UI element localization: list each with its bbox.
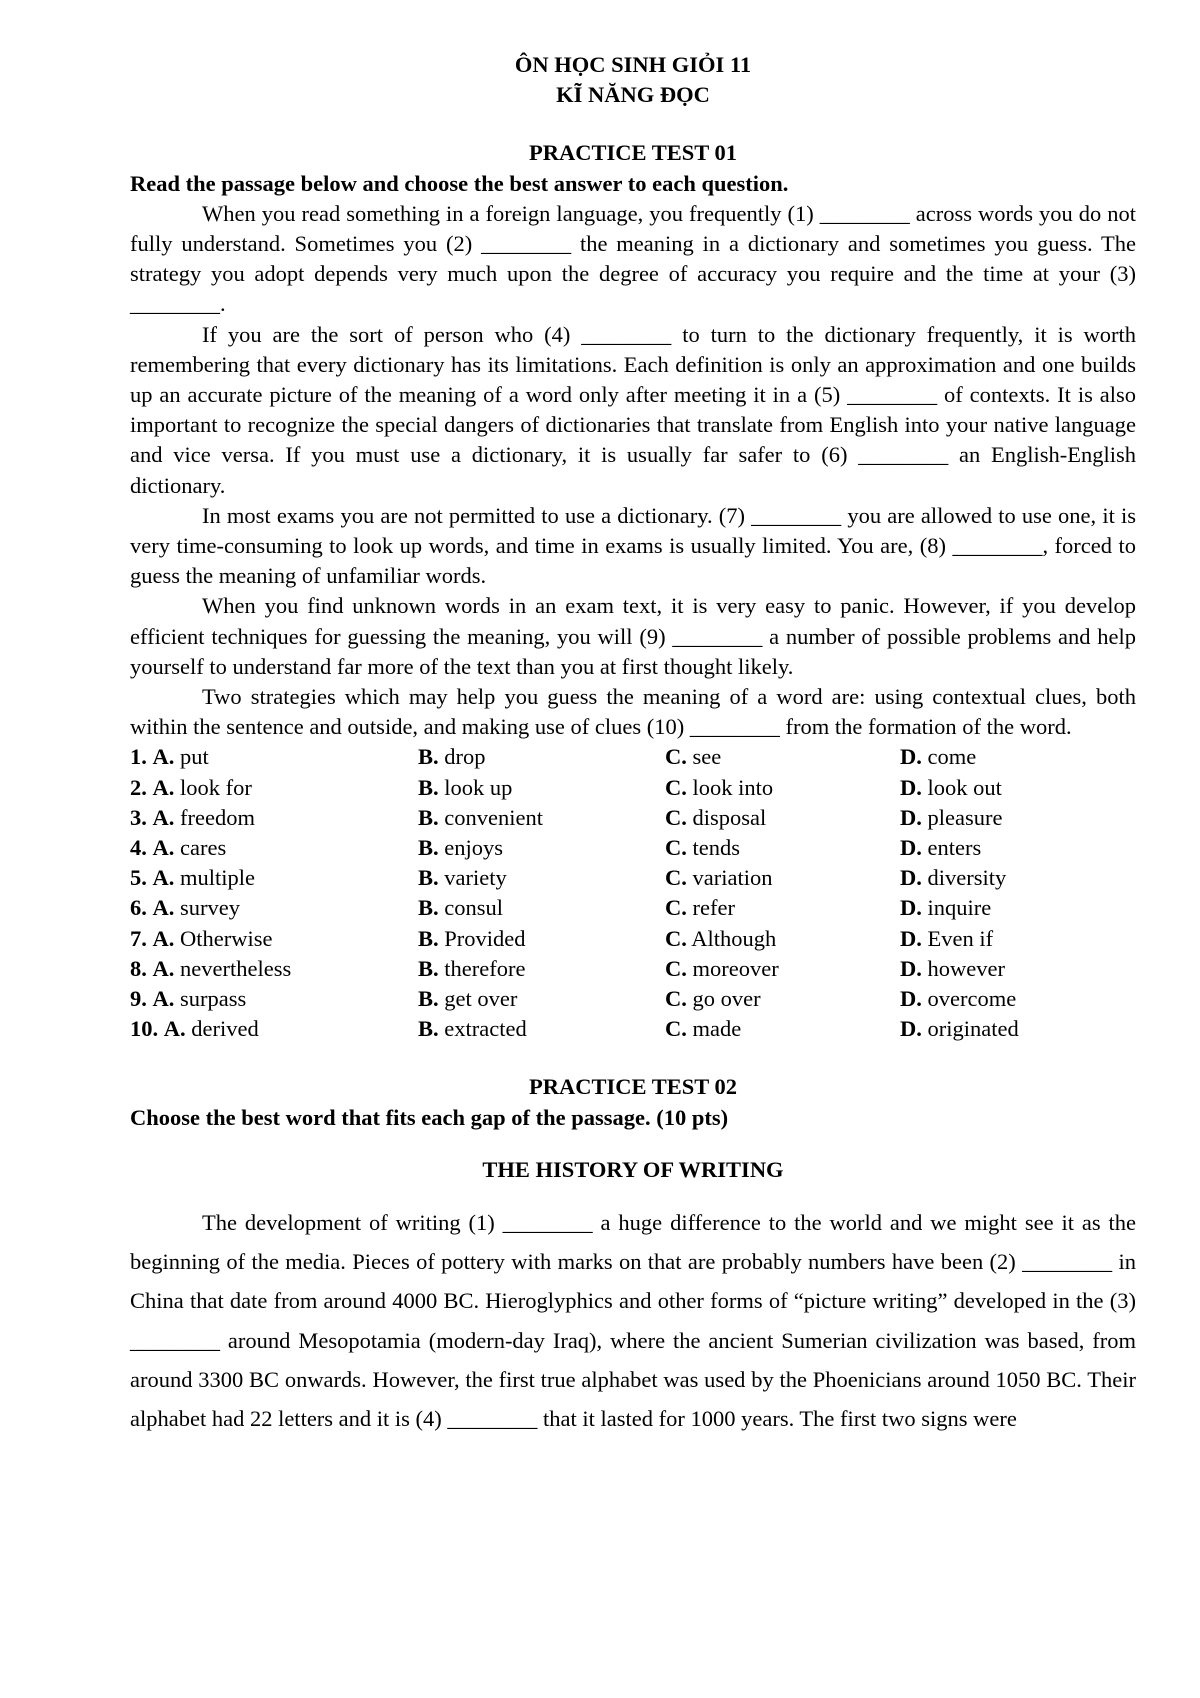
option-d (900, 984, 1136, 1014)
option-letter: C. (665, 895, 687, 921)
option-text: freedom (180, 804, 255, 830)
question-number: 8. (130, 955, 147, 981)
option-letter: A. (152, 804, 175, 830)
option-letter: B. (418, 955, 439, 981)
option-letter: D. (900, 744, 922, 770)
option-text: made (692, 1016, 742, 1042)
option-text: diversity (927, 865, 1007, 891)
test2-paragraph: The development of writing (1) ________ a huge difference to the world and we might see it as the beginning of the media. Pieces of pottery with marks on that are probably numbers have been (2) ________ in China that date from around 4000 BC. Hieroglyphics and other forms of “picture writing” developed in the (3) ________ around Mesopotamia (modern-day Iraq), where the ancient Sumerian civilization was based, from around 3300 BC onwards. However, the first true alphabet was used by the Phoenicians around 1050 BC. Their alphabet had 22 letters and it is (4) ________ that it lasted for 1000 years. The first two signs were (130, 1209, 1136, 1431)
option-text: extracted (444, 1016, 527, 1042)
question-number: 1. (130, 744, 147, 770)
test1-paragraph: If you are the sort of person who (4) ________ to turn to the dictionary frequently, it is worth remembering that every dictionary has its limitations. Each definition is only an approximation and one builds up an accurate picture of the meaning of a word only after meeting it in a (5) ________ of contexts. It is also important to recognize the special dangers of dictionaries that translate from English into your native language and vice versa. If you must use a dictionary, it is usually far safer to (6) ________ an English-English dictionary. (130, 321, 1136, 498)
option-b (418, 984, 665, 1014)
option-text: look for (180, 774, 252, 800)
option-letter: B. (418, 985, 439, 1011)
option-letter: D. (900, 925, 922, 951)
option-text: however (927, 955, 1005, 981)
option-letter: D. (900, 835, 922, 861)
option-text: see (692, 744, 722, 770)
option-text: refer (692, 895, 735, 921)
option-letter: C. (665, 835, 687, 861)
option-a (130, 863, 418, 893)
option-text: variation (692, 865, 773, 891)
option-text: variety (444, 865, 507, 891)
option-a (130, 742, 418, 772)
option-text: pleasure (927, 804, 1003, 830)
option-b (418, 803, 665, 833)
option-c (665, 984, 900, 1014)
option-letter: B. (418, 774, 439, 800)
test1-paragraph: Two strategies which may help you guess the meaning of a word are: using contextual clues, both within the sentence and outside, and making use of clues (10) ________ from the formation of the word. (130, 684, 1136, 740)
option-letter: A. (152, 955, 175, 981)
option-a (130, 1014, 418, 1044)
option-c (665, 833, 900, 863)
option-text: Otherwise (180, 925, 273, 951)
option-letter: D. (900, 774, 922, 800)
test2-title: PRACTICE TEST 02 (529, 1074, 737, 1100)
option-text: look out (927, 774, 1002, 800)
option-letter: B. (418, 925, 439, 951)
option-row (130, 742, 1136, 772)
option-letter: C. (665, 804, 687, 830)
option-b (418, 1014, 665, 1044)
option-letter: B. (418, 865, 439, 891)
option-text: surpass (180, 985, 247, 1011)
option-c (665, 742, 900, 772)
option-text: get over (444, 985, 518, 1011)
option-letter: C. (665, 985, 687, 1011)
option-a (130, 924, 418, 954)
option-letter: A. (152, 835, 175, 861)
option-letter: C. (665, 865, 687, 891)
option-text: therefore (444, 955, 526, 981)
option-text: disposal (692, 804, 767, 830)
option-a (130, 833, 418, 863)
option-c (665, 863, 900, 893)
doc-heading-line2: KĨ NĂNG ĐỌC (556, 82, 710, 108)
option-text: inquire (927, 895, 992, 921)
option-d (900, 863, 1136, 893)
option-row (130, 773, 1136, 803)
option-text: originated (927, 1016, 1019, 1042)
option-d (900, 924, 1136, 954)
option-text: enters (927, 835, 982, 861)
option-letter: C. (665, 955, 687, 981)
option-text: Although (691, 925, 777, 951)
option-text: overcome (927, 985, 1017, 1011)
option-letter: D. (900, 895, 922, 921)
question-number: 10. (130, 1016, 159, 1042)
option-b (418, 954, 665, 984)
option-text: enjoys (444, 835, 504, 861)
option-row (130, 924, 1136, 954)
option-c (665, 924, 900, 954)
option-letter: C. (665, 925, 687, 951)
test1-passage (130, 199, 1136, 743)
option-c (665, 1014, 900, 1044)
option-b (418, 742, 665, 772)
option-letter: A. (152, 985, 175, 1011)
option-row (130, 803, 1136, 833)
option-d (900, 954, 1136, 984)
option-letter: C. (665, 1016, 687, 1042)
option-text: look into (692, 774, 774, 800)
option-text: multiple (180, 865, 255, 891)
option-c (665, 773, 900, 803)
question-number: 4. (130, 835, 147, 861)
option-letter: A. (152, 895, 175, 921)
question-number: 6. (130, 895, 147, 921)
option-text: survey (180, 895, 240, 921)
option-text: come (927, 744, 977, 770)
option-b (418, 863, 665, 893)
answer-options-table (130, 742, 1136, 1044)
option-text: Even if (927, 925, 994, 951)
question-number: 9. (130, 985, 147, 1011)
option-c (665, 803, 900, 833)
option-b (418, 773, 665, 803)
option-letter: C. (665, 774, 687, 800)
option-letter: D. (900, 1016, 922, 1042)
option-text: put (180, 744, 209, 770)
test1-title: PRACTICE TEST 01 (529, 140, 737, 166)
option-letter: C. (665, 744, 687, 770)
option-b (418, 893, 665, 923)
test2-section (130, 1072, 1136, 1438)
option-d (900, 893, 1136, 923)
option-text: nevertheless (180, 955, 292, 981)
option-row (130, 893, 1136, 923)
question-number: 7. (130, 925, 147, 951)
option-d (900, 1014, 1136, 1044)
option-a (130, 954, 418, 984)
option-a (130, 803, 418, 833)
option-a (130, 773, 418, 803)
option-row (130, 863, 1136, 893)
option-d (900, 773, 1136, 803)
option-row (130, 984, 1136, 1014)
option-letter: A. (152, 744, 175, 770)
option-b (418, 924, 665, 954)
option-letter: A. (152, 774, 175, 800)
document-page (130, 50, 1136, 1438)
option-text: cares (180, 835, 227, 861)
option-c (665, 893, 900, 923)
option-d (900, 803, 1136, 833)
option-a (130, 984, 418, 1014)
option-a (130, 893, 418, 923)
option-letter: A. (152, 925, 175, 951)
option-letter: B. (418, 804, 439, 830)
test2-instruction: Choose the best word that fits each gap of the passage. (10 pts) (130, 1104, 729, 1130)
option-letter: A. (163, 1016, 186, 1042)
option-text: look up (444, 774, 513, 800)
option-text: moreover (692, 955, 779, 981)
test1-instruction: Read the passage below and choose the best answer to each question. (130, 170, 789, 196)
question-number: 3. (130, 804, 147, 830)
option-letter: D. (900, 865, 922, 891)
option-letter: D. (900, 985, 922, 1011)
option-text: Provided (444, 925, 526, 951)
option-row (130, 1014, 1136, 1044)
option-letter: B. (418, 744, 439, 770)
question-number: 2. (130, 774, 147, 800)
option-text: go over (692, 985, 761, 1011)
option-d (900, 833, 1136, 863)
option-text: tends (692, 835, 740, 861)
test1-paragraph: When you find unknown words in an exam text, it is very easy to panic. However, if you develop efficient techniques for guessing the meaning, you will (9) ________ a number of possible problems and help yourself to understand far more of the text than you at first thought likely. (130, 593, 1136, 679)
option-letter: D. (900, 955, 922, 981)
option-letter: D. (900, 804, 922, 830)
option-text: derived (191, 1016, 259, 1042)
option-letter: A. (152, 865, 175, 891)
option-d (900, 742, 1136, 772)
passage-title: THE HISTORY OF WRITING (482, 1156, 784, 1182)
option-letter: B. (418, 835, 439, 861)
option-text: consul (444, 895, 504, 921)
question-number: 5. (130, 865, 147, 891)
option-row (130, 833, 1136, 863)
test1-paragraph: When you read something in a foreign language, you frequently (1) ________ across words you do not fully understand. Sometimes you (2) ________ the meaning in a dictionary and sometimes you guess. The strategy you adopt depends very much upon the degree of accuracy you require and the time at your (3) ________. (130, 200, 1136, 317)
option-b (418, 833, 665, 863)
test1-paragraph: In most exams you are not permitted to use a dictionary. (7) ________ you are allowed to use one, it is very time-consuming to look up words, and time in exams is usually limited. You are, (8) ________, forced to guess the meaning of unfamiliar words. (130, 502, 1136, 589)
option-text: drop (444, 744, 486, 770)
option-row (130, 954, 1136, 984)
option-c (665, 954, 900, 984)
doc-heading-line1: ÔN HỌC SINH GIỎI 11 (514, 52, 752, 77)
option-letter: B. (418, 1016, 439, 1042)
option-text: convenient (444, 804, 543, 830)
option-letter: B. (418, 895, 439, 921)
